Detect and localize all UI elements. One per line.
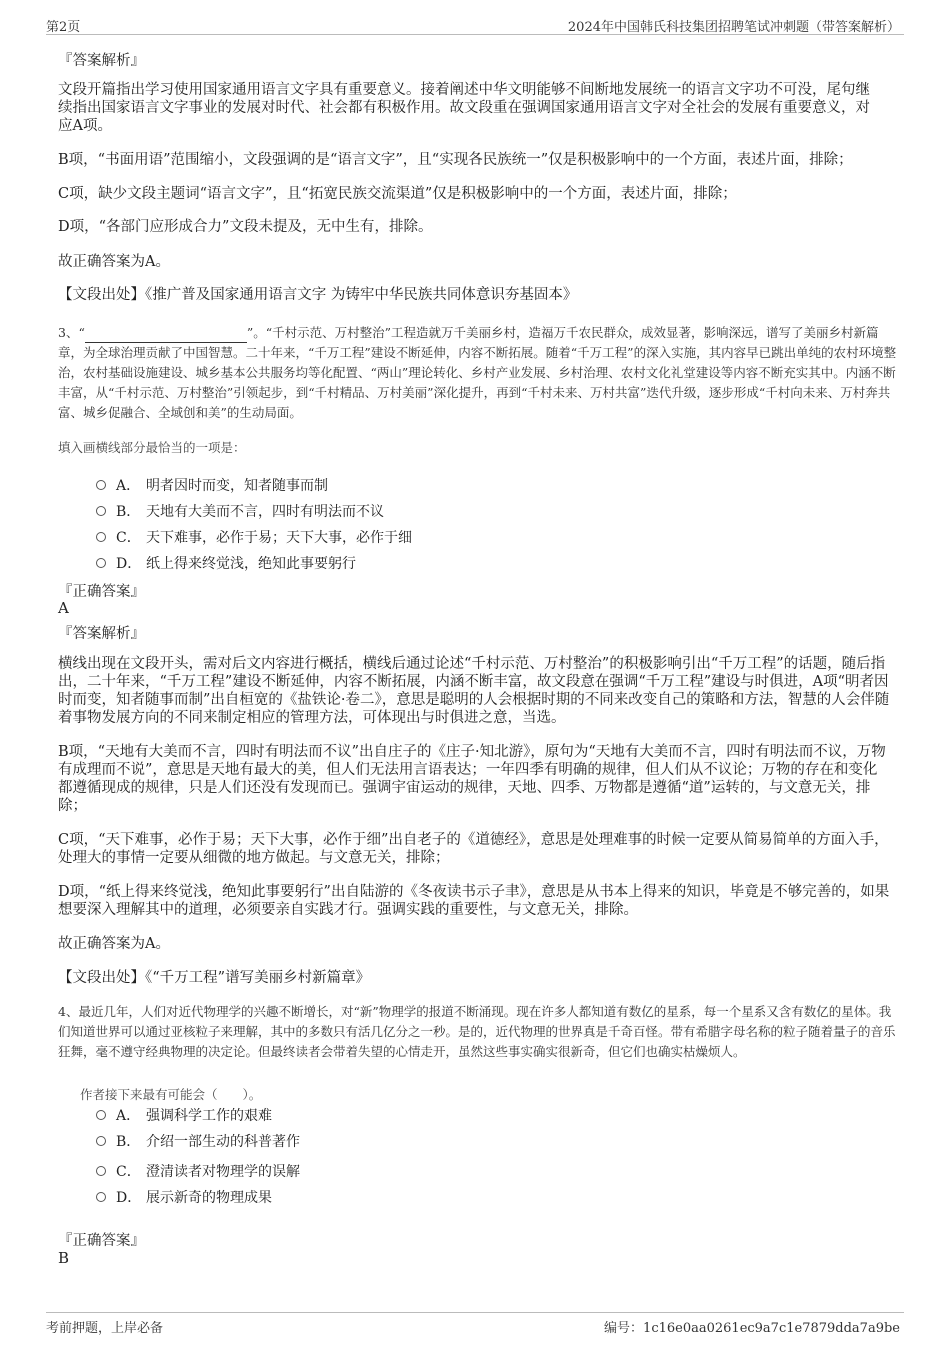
q2-explain-p3: C项，缺少文段主题词“语言文字”，且“拓宽民族交流渠道”仅是积极影响中的一个方面，表述片面，排除； (58, 186, 737, 202)
q4-option-c[interactable] (96, 1161, 300, 1181)
page-footer (46, 1312, 904, 1336)
option-key: B． (116, 1134, 141, 1150)
document-code: 编号：1c16e0aa0261ec9a7c1e7879dda7a9be (604, 1321, 900, 1336)
q3-explain-p1: 横线出现在文段开头，需对后文内容进行概括，横线后通过论述“千村示范、万村整治”的积极影响引出“千万工程”的话题，随后指出，二十年来，“千万工程”建设不断延伸，内容不断拓展，内涵不断丰富，故文段意在强调“千万工程”建设与时俱进，A项“明者因时而变，知者随事而制”出自桓宽的《盐铁论·卷二》，意思是聪明的人会根据时期的不同来改变自己的策略和方法，智慧的人会伴随着事物发展方向的不同来制定相应的管理方法，可体现出与时俱进之意，当选。 (58, 656, 890, 726)
q3-conclusion: 故正确答案为A。 (58, 936, 170, 952)
q3-option-d[interactable] (96, 553, 356, 573)
radio-icon[interactable] (96, 1166, 106, 1176)
q2-source: 【文段出处】《推广普及国家通用语言文字 为铸牢中华民族共同体意识夯基固本》 (58, 287, 578, 303)
option-key: C． (116, 530, 141, 546)
q4-stem: 4、最近几年，人们对近代物理学的兴趣不断增长，对“新”物理学的报道不断涌现。现在许多人都知道有数亿的星系，每一个星系又含有数亿的星体。我们知道世界可以通过亚核粒子来理解，其中的多数只有活几亿分之一秒。是的，近代物理的世界真是千奇百怪。带有希腊字母名称的粒子随着量子的音乐狂舞，毫不遵守经典物理的决定论。但最终读者会带着失望的心情走开，虽然这些事实确实很新奇，但它们也确实枯燥烦人。 (58, 1004, 896, 1059)
option-text: 明者因时而变，知者随事而制 (146, 478, 328, 494)
page-number: 第2页 (46, 20, 81, 35)
q3-stem-first: ”。“千村示范、万村整治”工程造就万千美丽乡村，造福万千农民群众，成效显著，影响深远，谱写了美丽乡村 (246, 325, 854, 340)
option-text: 展示新奇的物理成果 (146, 1190, 272, 1206)
q4-prompt: 作者接下来最有可能会（ ）。 (80, 1087, 262, 1102)
q3-stem-prefix: 3、“ (58, 325, 85, 340)
radio-icon[interactable] (96, 1192, 106, 1202)
q3-explain-label: 『答案解析』 (58, 626, 145, 642)
q3-prompt: 填入画横线部分最恰当的一项是： (58, 440, 246, 455)
q2-explain-label: 『答案解析』 (58, 53, 145, 69)
q2-explain-p1: 文段开篇指出学习使用国家通用语言文字具有重要意义。接着阐述中华文明能够不间断地发展统一的语言文字功不可没，尾句继续指出国家语言文字事业的发展对时代、社会都有积极作用。故文段重在强调国家通用语言文字对全社会的发展有重要意义，对应A项。 (58, 82, 870, 134)
option-key: B． (116, 504, 141, 520)
radio-icon[interactable] (96, 480, 106, 490)
radio-icon[interactable] (96, 1136, 106, 1146)
q3-explain-p3: C项，“天下难事，必作于易；天下大事，必作于细”出自老子的《道德经》，意思是处理难事的时候一定要从简易简单的方面入手，处理大的事情一定要从细微的地方做起。与文意无关，排除； (58, 832, 889, 866)
option-text: 强调科学工作的艰难 (146, 1108, 272, 1124)
option-key: D． (116, 1190, 142, 1206)
option-text: 澄清读者对物理学的误解 (146, 1164, 300, 1180)
option-text: 天下难事，必作于易；天下大事，必作于细 (146, 530, 412, 546)
q3-answer-label: 『正确答案』 (58, 584, 145, 600)
q4-answer-label: 『正确答案』 (58, 1233, 145, 1249)
option-text: 天地有大美而不言，四时有明法而不议 (146, 504, 384, 520)
q2-conclusion: 故正确答案为A。 (58, 254, 170, 270)
document-title: 2024年中国韩氏科技集团招聘笔试冲刺题（带答案解析） (567, 20, 900, 35)
q2-explain-p2: B项，“书面用语”范围缩小，文段强调的是“语言文字”，且“实现各民族统一”仅是积极影响中的一个方面，表述片面，排除； (58, 152, 853, 168)
footer-slogan: 考前押题，上岸必备 (46, 1321, 164, 1336)
option-key: C． (116, 1164, 141, 1180)
q3-source: 【文段出处】《“千万工程”谱写美丽乡村新篇章》 (58, 970, 371, 986)
q2-explain-p4: D项，“各部门应形成合力”文段未提及，无中生有，排除。 (58, 219, 433, 235)
option-text: 介绍一部生动的科普著作 (146, 1134, 300, 1150)
option-key: A． (116, 1108, 141, 1124)
q4-option-b[interactable] (96, 1131, 300, 1151)
radio-icon[interactable] (96, 1110, 106, 1120)
option-text: 纸上得来终觉浅，绝知此事要躬行 (146, 556, 356, 572)
q3-option-c[interactable] (96, 527, 412, 547)
q3-stem (58, 323, 898, 423)
q3-explain-p4: D项，“纸上得来终觉浅，绝知此事要躬行”出自陆游的《冬夜读书示子聿》，意思是从书本上得来的知识，毕竟是不够完善的，如果想要深入理解其中的道理，必须要亲自实践才行。强调实践的重要性，与文意无关，排除。 (58, 884, 890, 918)
q3-explain-p2: B项，“天地有大美而不言，四时有明法而不议”出自庄子的《庄子·知北游》，原句为“天地有大美而不言，四时有明法而不议，万物有成理而不说”，意思是天地有最大的美，但人们无法用言语表达；一年四季有明确的规律，但人们从不议论；万物的存在和变化都遵循现成的规律，只是人们还没有发现而已。强调宇宙运动的规律，天地、四季、万物都是遵循“道”运转的，与文意无关，排除； (58, 744, 886, 814)
radio-icon[interactable] (96, 506, 106, 516)
radio-icon[interactable] (96, 532, 106, 542)
q3-answer: A (58, 599, 69, 617)
q3-blank (85, 328, 247, 343)
q3-option-a[interactable] (96, 475, 328, 495)
radio-icon[interactable] (96, 558, 106, 568)
page-header (46, 14, 904, 35)
option-key: A． (116, 478, 141, 494)
q4-option-d[interactable] (96, 1187, 272, 1207)
q3-option-b[interactable] (96, 501, 384, 521)
option-key: D． (116, 556, 142, 572)
q4-answer: B (58, 1249, 70, 1267)
q3-stem-rest: 新篇章，为全球治理贡献了中国智慧。二十年来，“千万工程”建设不断延伸，内容不断拓展。随着“千万工程”的深入实施，其内容早已跳出单纯的农村环境整治，农村基础设施建设、城乡基本公共服务均等化配置、“两山”理论转化、乡村产业发展、乡村治理、农村文化礼堂建设等内容不断充实其中。内涵不断丰富，从“千村示范、万村整治”引领起步，到“千村精品、万村美丽”深化提升，再到“千村未来、万村共富”迭代升级，逐步形成“千村向未来、万村奔共富、城乡促融合、全域创和美”的生动局面。 (58, 325, 897, 420)
q4-option-a[interactable] (96, 1105, 272, 1125)
